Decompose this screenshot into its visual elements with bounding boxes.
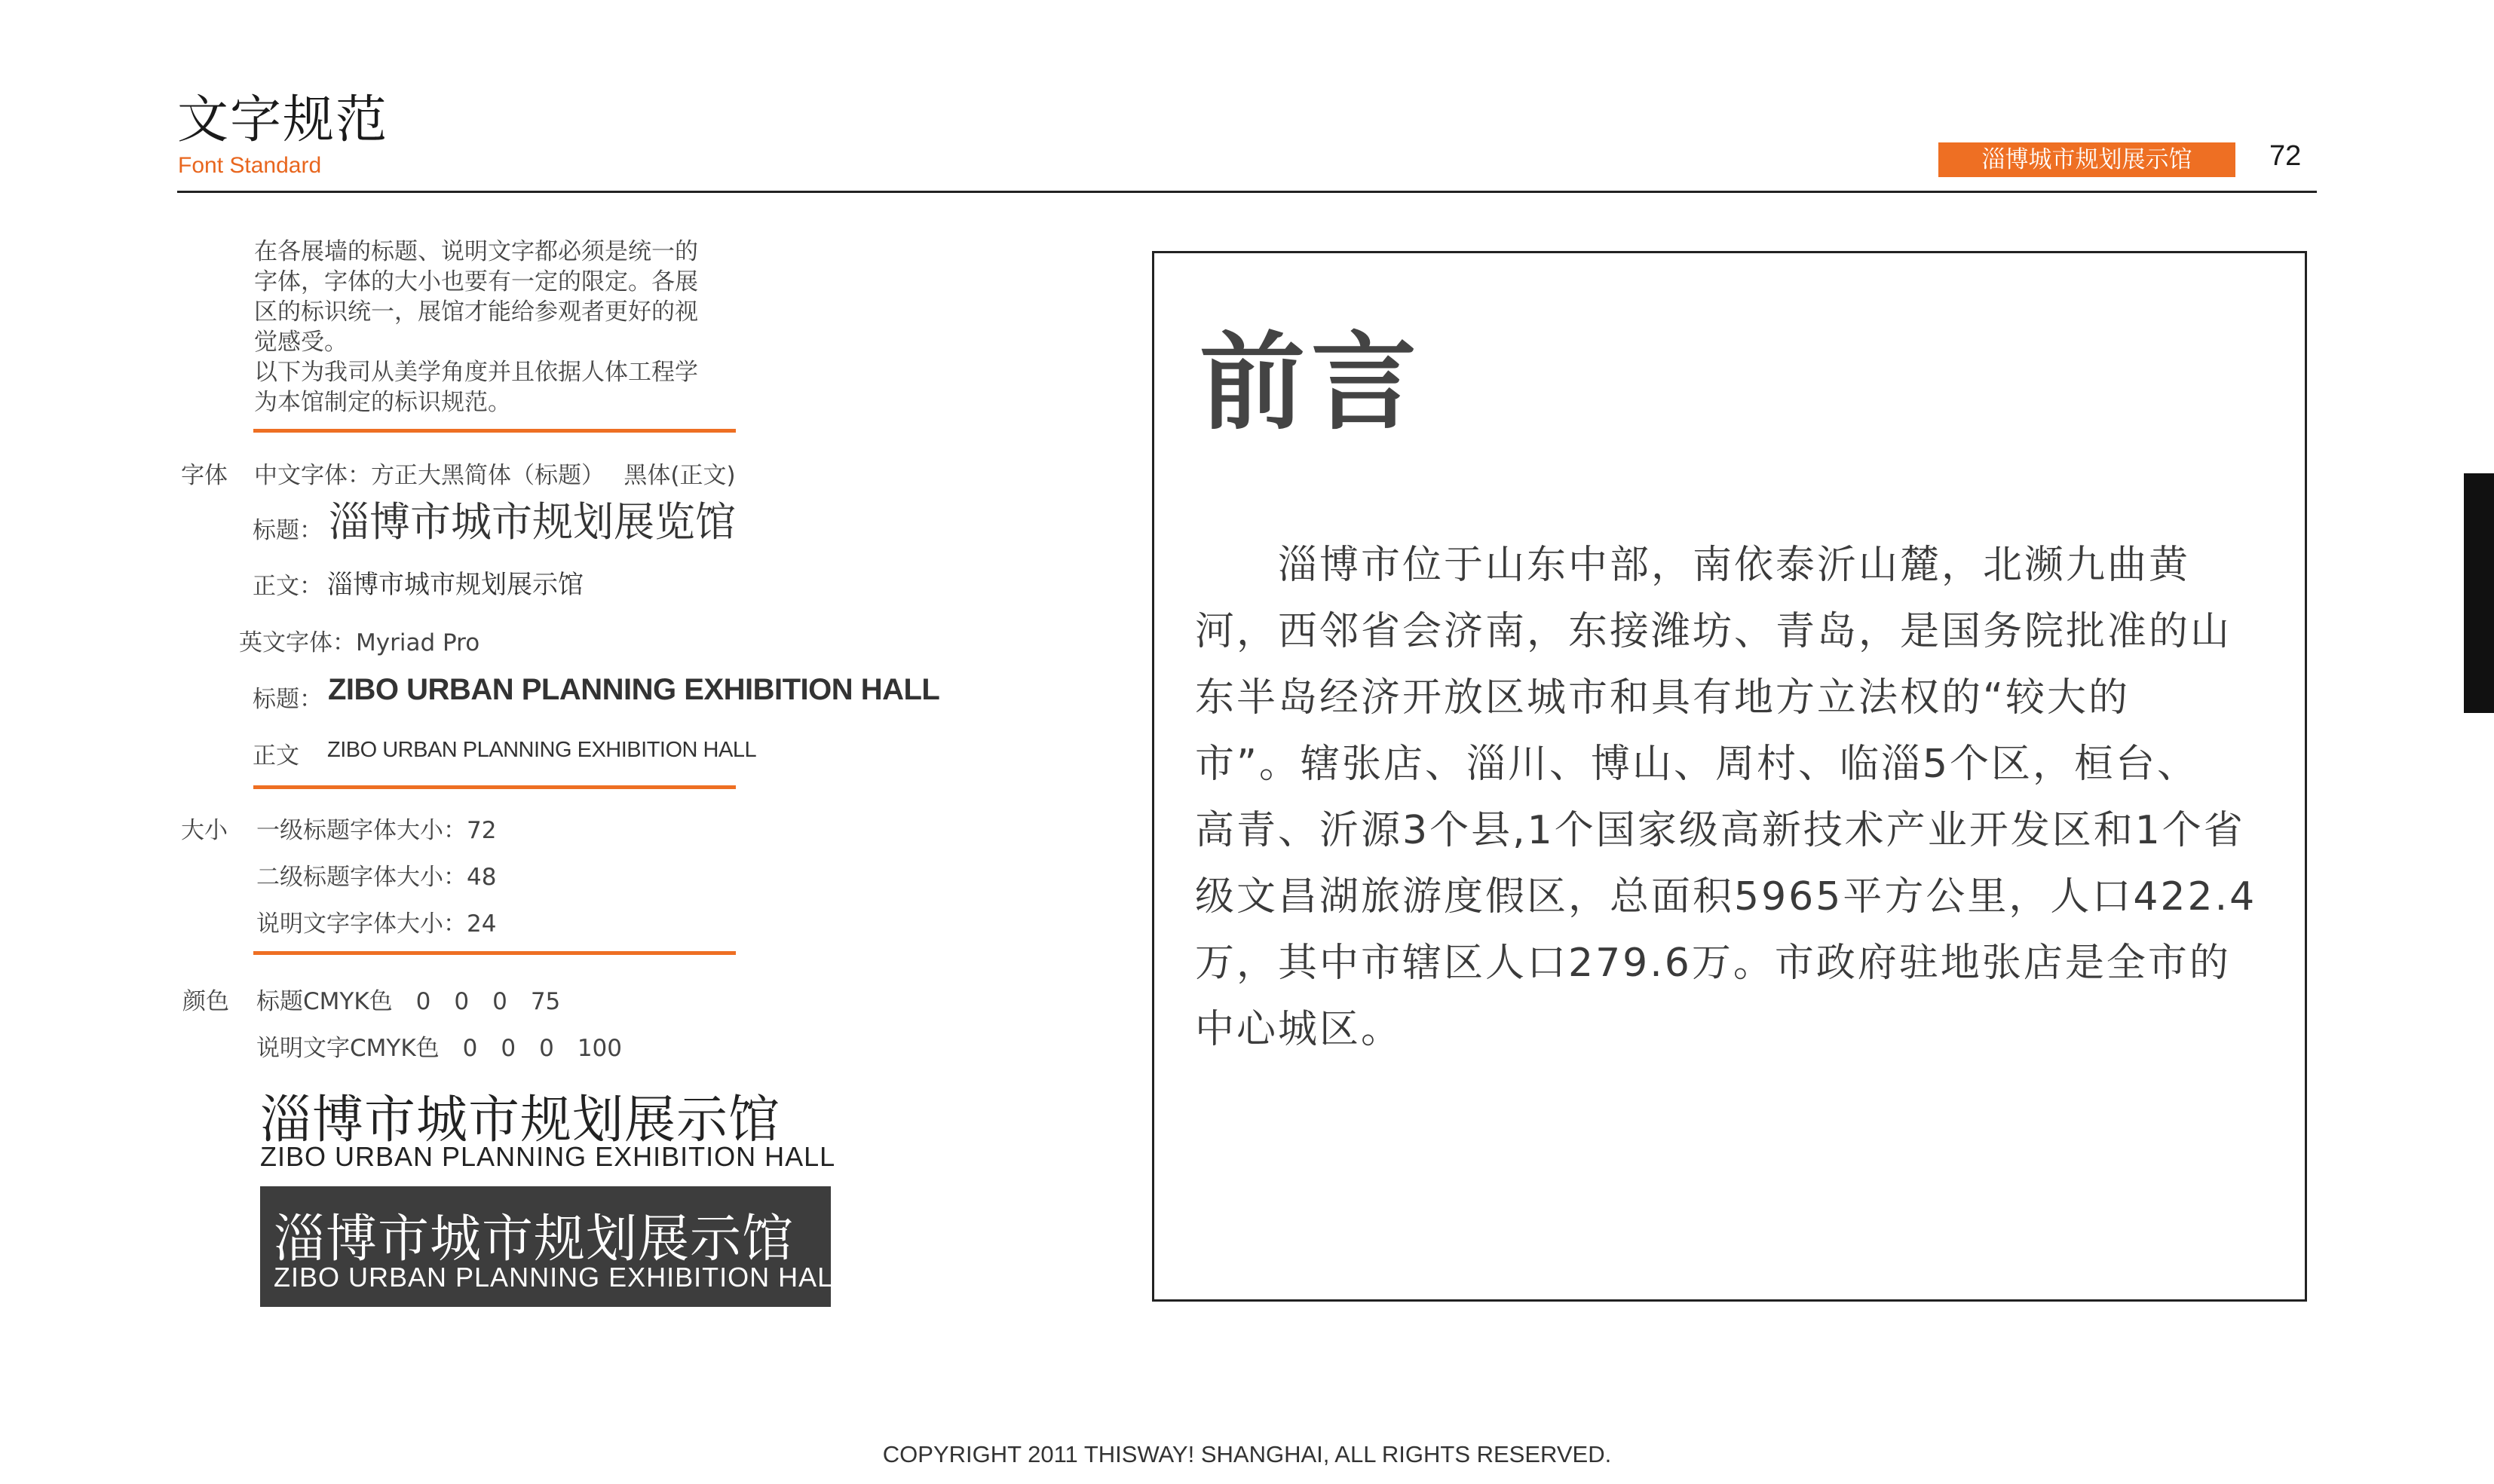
font-section-label: 字体 <box>181 462 228 489</box>
color-line: 标题CMYK色 0 0 0 75 <box>256 988 561 1015</box>
section-divider <box>253 785 736 789</box>
intro-line: 在各展墙的标题、说明文字都必须是统一的 <box>254 238 698 265</box>
body-sample-cn: 淄博市城市规划展示馆 <box>327 570 584 600</box>
preface-line: 高青、沂源3个县,1个国家级高新技术产业开发区和1个省 <box>1195 808 2245 853</box>
page-title: 文字规范 <box>177 90 389 150</box>
intro-text <box>254 237 752 418</box>
logo-light-cn: 淄博市城市规划展示馆 <box>260 1091 781 1150</box>
preface-line: 河，西邻省会济南，东接潍坊、青岛，是国务院批准的山 <box>1195 609 2232 654</box>
preface-line: 级文昌湖旅游度假区，总面积5965平方公里，人口422.4 <box>1195 874 2257 919</box>
title-label: 标题： <box>253 517 323 544</box>
size-section-label: 大小 <box>181 817 228 844</box>
intro-line: 为本馆制定的标识规范。 <box>254 389 511 416</box>
page-subtitle: Font Standard <box>178 153 322 178</box>
intro-line: 区的标识统一，展馆才能给参观者更好的视 <box>254 298 698 326</box>
preface-line: 东半岛经济开放区城市和具有地方立法权的“较大的 <box>1195 675 2130 721</box>
english-font-spec: 英文字体：Myriad Pro <box>239 629 480 656</box>
size-line: 二级标题字体大小：48 <box>256 864 497 891</box>
preface-body <box>1195 532 2266 1063</box>
logo-light-en: ZIBO URBAN PLANNING EXHIBITION HALL <box>260 1141 836 1172</box>
logo-dark-en: ZIBO URBAN PLANNING EXHIBITION HALL <box>274 1262 850 1293</box>
chinese-font-spec: 中文字体：方正大黑简体（标题） 黑体(正文) <box>254 462 736 489</box>
side-tab-marker <box>2464 473 2494 713</box>
en-body-label: 正文 <box>253 742 299 770</box>
header-tag: 淄博城市规划展示馆 <box>1938 142 2235 177</box>
preface-line: 万，其中市辖区人口279.6万。市政府驻地张店是全市的 <box>1195 941 2231 986</box>
color-section-label: 颜色 <box>182 988 229 1015</box>
copyright-footer: COPYRIGHT 2011 THISWAY! SHANGHAI, ALL RIGHTS RESERVED. <box>882 1441 1612 1467</box>
title-sample-en: ZIBO URBAN PLANNING EXHIBITION HALL <box>328 673 940 706</box>
section-divider <box>253 951 736 955</box>
intro-line: 觉感受。 <box>254 329 348 356</box>
logo-dark-cn: 淄博市城市规划展示馆 <box>274 1210 795 1269</box>
preface-line: 市”。辖张店、淄川、博山、周村、临淄5个区，桓台、 <box>1195 742 2199 787</box>
title-sample-cn: 淄博市城市规划展览馆 <box>329 498 736 546</box>
preface-panel <box>1152 251 2307 1302</box>
body-label: 正文： <box>253 573 323 600</box>
size-line: 说明文字字体大小：24 <box>256 910 497 938</box>
size-line: 一级标题字体大小：72 <box>256 817 497 844</box>
page-number: 72 <box>2269 140 2302 172</box>
intro-line: 以下为我司从美学角度并且依据人体工程学 <box>254 359 698 386</box>
preface-line: 淄博市位于山东中部，南依泰沂山麓，北濒九曲黄 <box>1195 543 2191 588</box>
intro-line: 字体，字体的大小也要有一定的限定。各展 <box>254 268 698 295</box>
logo-dark-panel <box>260 1186 850 1307</box>
en-title-label: 标题： <box>253 686 323 713</box>
preface-title: 前言 <box>1200 322 1423 445</box>
section-divider <box>253 429 736 433</box>
header-divider <box>177 191 2317 193</box>
body-sample-en: ZIBO URBAN PLANNING EXHIBITION HALL <box>327 738 757 762</box>
preface-line: 中心城区。 <box>1195 1007 1403 1052</box>
color-line: 说明文字CMYK色 0 0 0 100 <box>256 1035 622 1062</box>
